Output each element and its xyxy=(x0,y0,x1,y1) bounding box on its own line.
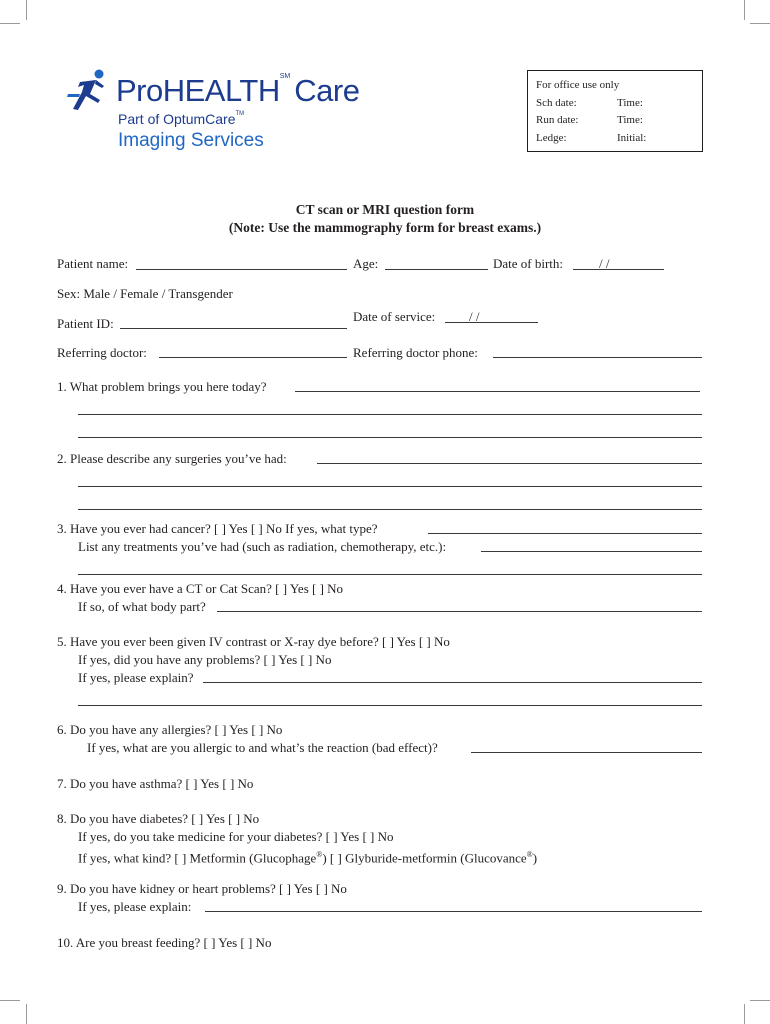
referring-doctor-label: Referring doctor: xyxy=(57,345,147,360)
answer-line[interactable] xyxy=(295,391,700,392)
question-8: 8. Do you have diabetes? [ ] Yes [ ] No xyxy=(57,811,260,826)
q8-kind-middle: ) [ ] Glyburide-metformin (Glucovance xyxy=(322,850,527,866)
question-4-body-part: If so, of what body part? xyxy=(78,599,206,614)
dob-label: Date of birth: xyxy=(493,256,564,271)
answer-line[interactable] xyxy=(78,486,702,487)
answer-line[interactable] xyxy=(78,414,702,415)
answer-line[interactable] xyxy=(217,611,702,612)
answer-line[interactable] xyxy=(205,911,702,912)
question-5: 5. Have you ever been given IV contrast or X-ray dye before? [ ] Yes [ ] No xyxy=(57,634,450,649)
logo-tm-mark: TM xyxy=(235,111,245,117)
crop-mark xyxy=(750,1000,770,1001)
answer-line[interactable] xyxy=(471,752,702,753)
crop-mark xyxy=(26,1004,27,1024)
logo-brand: ProHEALTH xyxy=(116,73,280,108)
question-3: 3. Have you ever had cancer? [ ] Yes [ ] No If yes, what type? xyxy=(57,521,378,536)
logo-part-of: Part of OptumCare xyxy=(118,111,236,127)
office-use-box xyxy=(527,70,703,152)
answer-line[interactable] xyxy=(78,574,702,575)
run-date-label: Run date: xyxy=(536,114,579,126)
answer-line[interactable] xyxy=(481,551,702,552)
question-5-problems: If yes, did you have any problems? [ ] Yes [ ] No xyxy=(78,652,332,667)
question-4: 4. Have you ever have a CT or Cat Scan? [ ] Yes [ ] No xyxy=(57,581,344,596)
logo-care: Care xyxy=(294,73,360,108)
logo-division: Imaging Services xyxy=(118,130,264,151)
question-3-treatments: List any treatments you’ve had (such as radiation, chemotherapy, etc.): xyxy=(78,539,447,554)
logo-sm-mark: SM xyxy=(279,73,291,80)
question-2: 2. Please describe any surgeries you’ve had: xyxy=(57,451,287,466)
question-9: 9. Do you have kidney or heart problems? [ ] Yes [ ] No xyxy=(57,881,347,896)
sch-date-label: Sch date: xyxy=(536,97,577,109)
logo xyxy=(66,68,360,158)
referring-phone-label: Referring doctor phone: xyxy=(353,345,478,360)
patient-name-label: Patient name: xyxy=(57,256,129,271)
q8-kind-prefix: If yes, what kind? [ ] Metformin (Glucophage xyxy=(78,850,317,866)
question-1: 1. What problem brings you here today? xyxy=(57,379,267,394)
patient-id-field[interactable] xyxy=(120,328,347,329)
initial-label: Initial: xyxy=(617,132,647,144)
office-use-heading: For office use only xyxy=(536,79,620,91)
question-5-explain: If yes, please explain? xyxy=(78,670,194,685)
question-9-explain: If yes, please explain: xyxy=(78,899,192,914)
ledge-label: Ledge: xyxy=(536,132,567,144)
crop-mark xyxy=(26,0,27,20)
form-subtitle: (Note: Use the mammography form for breast exams.) xyxy=(228,220,542,235)
dob-slashes: / / xyxy=(599,256,610,271)
answer-line[interactable] xyxy=(78,705,702,706)
patient-id-label: Patient ID: xyxy=(57,316,114,331)
question-8-kind xyxy=(78,847,537,866)
runner-icon xyxy=(66,68,112,114)
crop-mark xyxy=(0,1000,20,1001)
date-of-service-field[interactable] xyxy=(445,322,538,323)
date-of-service-label: Date of service: xyxy=(353,309,436,324)
question-6: 6. Do you have any allergies? [ ] Yes [ ] No xyxy=(57,722,283,737)
answer-line[interactable] xyxy=(317,463,702,464)
referring-doctor-field[interactable] xyxy=(159,357,347,358)
patient-name-field[interactable] xyxy=(136,269,347,270)
logo-wordmark xyxy=(116,73,359,109)
q8-kind-suffix: ) xyxy=(532,850,538,866)
answer-line[interactable] xyxy=(203,682,702,683)
crop-mark xyxy=(744,0,745,20)
question-7: 7. Do you have asthma? [ ] Yes [ ] No xyxy=(57,776,254,791)
crop-mark xyxy=(0,23,20,24)
run-time-label: Time: xyxy=(617,114,643,126)
crop-mark xyxy=(750,23,770,24)
question-10: 10. Are you breast feeding? [ ] Yes [ ] No xyxy=(57,935,272,950)
sex-label: Sex: Male / Female / Transgender xyxy=(57,286,233,301)
referring-phone-field[interactable] xyxy=(493,357,702,358)
sch-time-label: Time: xyxy=(617,97,643,109)
question-6-reaction: If yes, what are you allergic to and what’s the reaction (bad effect)? xyxy=(87,740,438,755)
answer-line[interactable] xyxy=(78,437,702,438)
registered-mark: ® xyxy=(316,850,323,859)
registered-mark: ® xyxy=(526,850,533,859)
dos-slashes: / / xyxy=(469,309,480,324)
answer-line[interactable] xyxy=(78,509,702,510)
age-label: Age: xyxy=(353,256,379,271)
form-title: CT scan or MRI question form xyxy=(295,202,475,217)
question-8-medicine: If yes, do you take medicine for your diabetes? [ ] Yes [ ] No xyxy=(78,829,394,844)
dob-field[interactable] xyxy=(573,269,664,270)
age-field[interactable] xyxy=(385,269,488,270)
answer-line[interactable] xyxy=(428,533,702,534)
crop-mark xyxy=(744,1004,745,1024)
